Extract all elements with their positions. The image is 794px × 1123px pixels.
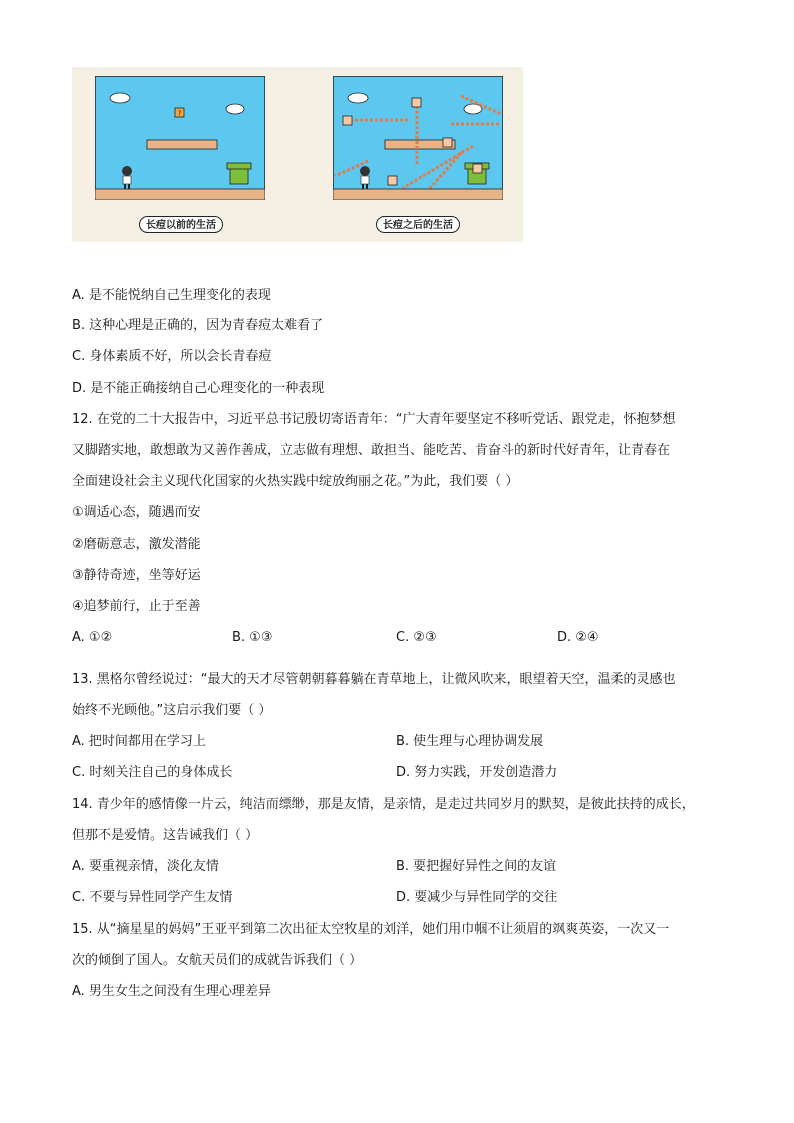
q11-option-d[interactable]: D. 是不能正确接纳自己心理变化的一种表现 — [72, 381, 325, 396]
caption-after: 长痘之后的生活 — [376, 216, 460, 233]
q12-option-b[interactable]: B. ①③ — [232, 630, 273, 645]
ground — [95, 189, 265, 200]
q14-stem-line-1: 14. 青少年的感情像一片云，纯洁而缥缈，那是友情，是亲情，是走过共同岁月的默契，是彼此扶持的成长， — [72, 797, 695, 812]
q11-option-c[interactable]: C. 身体素质不好，所以会长青春痘 — [72, 349, 272, 364]
q12-option-c[interactable]: C. ②③ — [396, 630, 437, 645]
q15-option-a[interactable]: A. 男生女生之间没有生理心理差异 — [72, 984, 271, 999]
q13-stem-line-1: 13. 黑格尔曾经说过：“最大的天才尽管朝朝暮暮躺在青草地上，让微风吹来，眼望着天空，温柔的灵感也 — [72, 672, 676, 687]
pipe — [230, 167, 248, 184]
q12-option-d[interactable]: D. ②④ — [557, 630, 599, 645]
q12-stem-line-1: 12. 在党的二十大报告中，习近平总书记殷切寄语青年：“广大青年要坚定不移听党话、跟党走，怀抱梦想 — [72, 412, 676, 427]
q13-option-b[interactable]: B. 使生理与心理协调发展 — [396, 734, 544, 749]
q13-stem-line-2: 始终不光顾他。”这启示我们要（ ） — [72, 703, 272, 718]
q15-stem-line-1: 15. 从“摘星星的妈妈”王亚平到第二次出征太空牧星的刘洋，她们用巾帼不让须眉的飒爽英姿，一次又一 — [72, 922, 670, 937]
q12-option-a[interactable]: A. ①② — [72, 630, 113, 645]
q15-stem-line-2: 次的倾倒了国人。女航天员们的成就告诉我们（ ） — [72, 953, 363, 968]
q12-item-4: ④追梦前行，止于至善 — [72, 599, 201, 614]
q12-item-2: ②磨砺意志，激发潜能 — [72, 537, 201, 552]
q13-option-c[interactable]: C. 时刻关注自己的身体成长 — [72, 765, 233, 780]
panel-after-acne — [333, 76, 503, 200]
panel-before-acne — [95, 76, 265, 200]
q12-item-1: ①调适心态，随遇而安 — [72, 505, 201, 520]
q11-option-b[interactable]: B. 这种心理是正确的，因为青春痘太难看了 — [72, 318, 324, 333]
q14-option-b[interactable]: B. 要把握好异性之间的友谊 — [396, 859, 557, 874]
caption-before: 长痘以前的生活 — [139, 216, 223, 233]
q14-stem-line-2: 但那不是爱情。这告诫我们（ ） — [72, 828, 259, 843]
q14-option-c[interactable]: C. 不要与异性同学产生友情 — [72, 890, 233, 905]
comic-figure — [72, 67, 523, 242]
floating-platform — [147, 140, 217, 149]
q12-stem-line-2: 又脚踏实地，敢想敢为又善作善成，立志做有理想、敢担当、能吃苦、肯奋斗的新时代好青年，让青春在 — [72, 443, 671, 458]
q14-option-d[interactable]: D. 要减少与异性同学的交往 — [396, 890, 558, 905]
q13-option-a[interactable]: A. 把时间都用在学习上 — [72, 734, 206, 749]
q12-item-3: ③静待奇迹，坐等好运 — [72, 568, 201, 583]
svg-text:?: ? — [177, 109, 182, 118]
q14-option-a[interactable]: A. 要重视亲情，淡化友情 — [72, 859, 219, 874]
q11-option-a[interactable]: A. 是不能悦纳自己生理变化的表现 — [72, 288, 271, 303]
q12-stem-line-3: 全面建设社会主义现代化国家的火热实践中绽放绚丽之花。”为此，我们要（ ） — [72, 474, 519, 489]
q13-option-d[interactable]: D. 努力实践，开发创造潜力 — [396, 765, 558, 780]
